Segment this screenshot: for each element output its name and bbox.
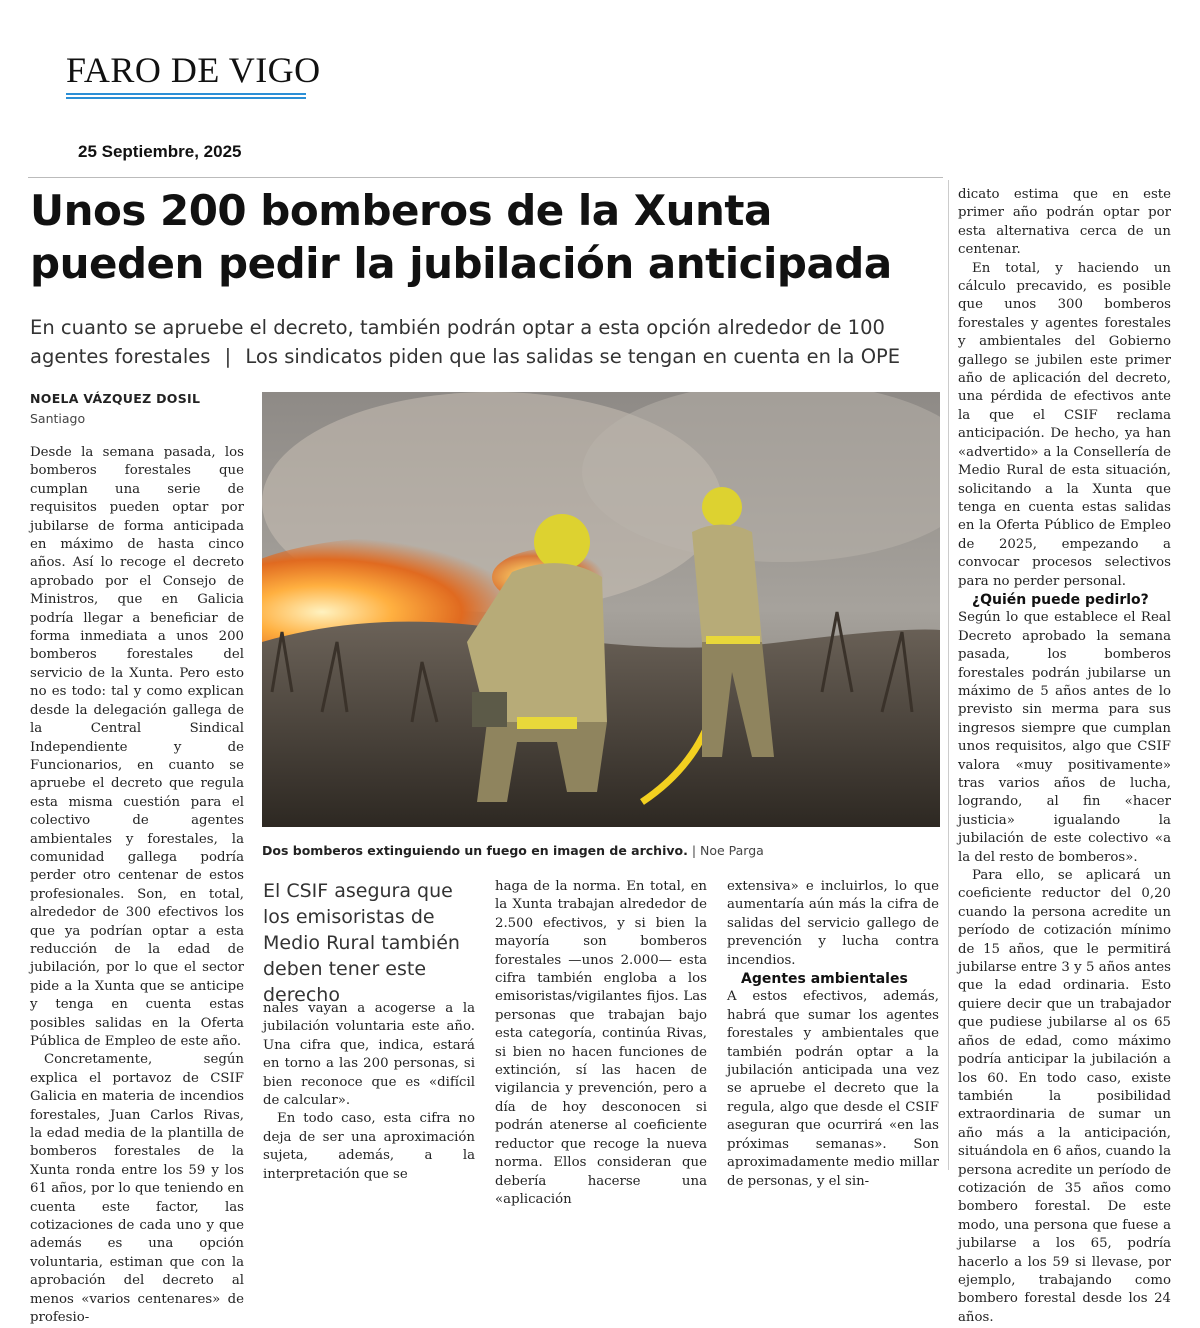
paragraph: A estos efectivos, además, habrá que sumar los agentes forestales y ambientales que también podrán optar a la jubilación anticipada una vez se apruebe el decreto que la regula, algo que desde el CSIF aseguran que ocurrirá «en las próximas semanas». Son aproximadamente medio millar de personas, y el sin-: [727, 989, 939, 1189]
article-column-3: [495, 878, 707, 1209]
divider: [28, 177, 943, 178]
paragraph: extensiva» e incluirlos, lo que aumentaría aún más la cifra de salidas del servicio gallego de prevención y lucha contra incendios.: [727, 879, 939, 968]
article-column-4: [727, 878, 939, 1191]
section-subtitle: ¿Quién puede pedirlo?: [972, 591, 1149, 608]
article-headline: Unos 200 bomberos de la Xunta pueden pedir la jubilación anticipada: [30, 186, 892, 288]
paragraph: Según lo que establece el Real Decreto aprobado la semana pasada, los bomberos forestales podrán jubilarse un máximo de 5 años antes de lo previsto sin merma para sus ingresos siempre que cumplan unos requisitos, algo que CSIF valora «muy positivamente» tras varios años de lucha, logrando, al fin «hacer justicia» igualando la jubilación de este colectivo «a la del resto de bomberos».: [958, 610, 1171, 865]
column-divider: [948, 180, 949, 1170]
paragraph: Desde la semana pasada, los bomberos forestales que cumplan una serie de requisitos pueden optar por jubilarse de forma anticipada en máximo de hasta cinco años. Así lo recoge el decreto aprobado por el Consejo de Ministros, que en Galicia podría llegar a beneficiar de forma inmediata a unos 200 bomberos forestales del servicio de la Xunta. Pero esto no es todo: tal y como explican desde la delegación gallega de la Central Sindical Independiente y de Funcionarios, en cuanto se apruebe el decreto que regula esta misma cuestión para el colectivo de agentes ambientales y forestales, la comunidad gallega podría perder otro centenar de estos profesionales. Son, en total, alrededor de 300 efectivos los que ya podrían optar a esta reducción de la edad de jubilación, por lo que el sector pide a la Xunta que se anticipe y tenga en cuenta estas posibles salidas en la Oferta Pública de Empleo de este año.: [30, 445, 244, 1049]
masthead: [66, 50, 321, 99]
paragraph: haga de la norma. En total, en la Xunta trabajan alrededor de 2.500 efectivos, y si bien la mayoría son bomberos forestales —unos 2.000— esta cifra también engloba a los emisoristas/vigilantes fijos. Las personas que trabajan bajo esta categoría, continúa Rivas, si bien no hacen funciones de extinción, sí las hacen de vigilancia y prevención, pero a día de hoy desconocen si podrán atenerse al coeficiente reductor que recoge la nueva norma. Ellos consideran que debería hacerse una «aplicación: [495, 879, 707, 1207]
author-byline: NOELA VÁZQUEZ DOSIL: [30, 391, 201, 406]
logo-rule: [66, 93, 306, 95]
paragraph: Para ello, se aplicará un coeficiente reductor del 0,20 cuando la persona acredite un período de cotización mínimo de 15 años, que le permitirá jubilarse entre 3 y 5 años antes que la edad ordinaria. Esto quiere decir que un trabajador que pudiese jubilarse al os 65 años de edad, como máximo podría anticipar la jubilación a los 60. En todo caso, existe también la posibilidad extraordinaria de sumar un año más a la anticipación, situándola en 6 años, cuando la persona acredite un período de cotización de 35 años como bombero forestal. De este modo, una persona que fuese a jubilarse a los 65, podría hacerlo a los 59 si llevase, por ejemplo, trabajando como bombero forestal desde los 24 años.: [958, 868, 1171, 1325]
publication-date: 25 Septiembre, 2025: [78, 142, 242, 161]
paragraph: nales vayan a acogerse a la jubilación voluntaria este año. Una cifra que, indica, estará en torno a las 200 personas, si bien reconoce que es «difícil de calcular».: [263, 1001, 475, 1109]
dateline-location: Santiago: [30, 411, 86, 426]
subhead-part-a: En cuanto se apruebe el decreto, también podrán optar a esta opción alrededor de 100 agentes forestales: [30, 316, 885, 368]
article-photo: [262, 392, 940, 827]
subhead-part-b: Los sindicatos piden que las salidas se tengan en cuenta en la OPE: [245, 345, 901, 368]
caption-text: Dos bomberos extinguiendo un fuego en imagen de archivo.: [262, 843, 688, 858]
photo-credit: | Noe Parga: [691, 843, 764, 858]
article-column-1: [30, 444, 244, 1328]
logo-rule: [66, 97, 306, 99]
article-column-5: [958, 186, 1171, 1327]
section-subtitle: Agentes ambientales: [741, 971, 908, 988]
newspaper-logo[interactable]: FARO DE VIGO: [66, 50, 321, 90]
paragraph: En todo caso, esta cifra no deja de ser una aproximación sujeta, además, a la interpretación que se: [263, 1111, 475, 1182]
paragraph: Concretamente, según explica el portavoz de CSIF Galicia en materia de incendios forestales, Juan Carlos Rivas, la edad media de la plantilla de bomberos forestales de la Xunta ronda entre los 59 y los 61 años, por lo que teniendo en cuenta este factor, las cotizaciones de cada uno y que además es una opción voluntaria, estiman que con la aprobación del decreto al menos «varios centenares» de profesio-: [30, 1052, 244, 1326]
photo-caption: [262, 843, 940, 858]
article-column-2: [263, 1000, 475, 1184]
subhead-separator: |: [224, 345, 232, 368]
paragraph: En total, y haciendo un cálculo precavido, es posible que unos 300 bomberos forestales y agentes forestales y ambientales del Gobierno gallego se jubilen este primer año de aplicación del decreto, una pérdida de efectivos ante la que el CSIF reclama anticipación. De hecho, ya han «advertido» a la Consellería de Medio Rural de esta situación, solicitando a la Xunta que tenga en cuenta estas salidas en la Oferta Público de Empleo de 2025, empezando a convocar procesos selectivos para no perder personal.: [958, 260, 1171, 589]
article-subhead: [30, 313, 930, 371]
pull-quote: El CSIF asegura que los emisoristas de Medio Rural también deben tener este derecho: [263, 880, 460, 1006]
paragraph: dicato estima que en este primer año podrán optar por esta alternativa cerca de un centenar.: [958, 187, 1171, 258]
